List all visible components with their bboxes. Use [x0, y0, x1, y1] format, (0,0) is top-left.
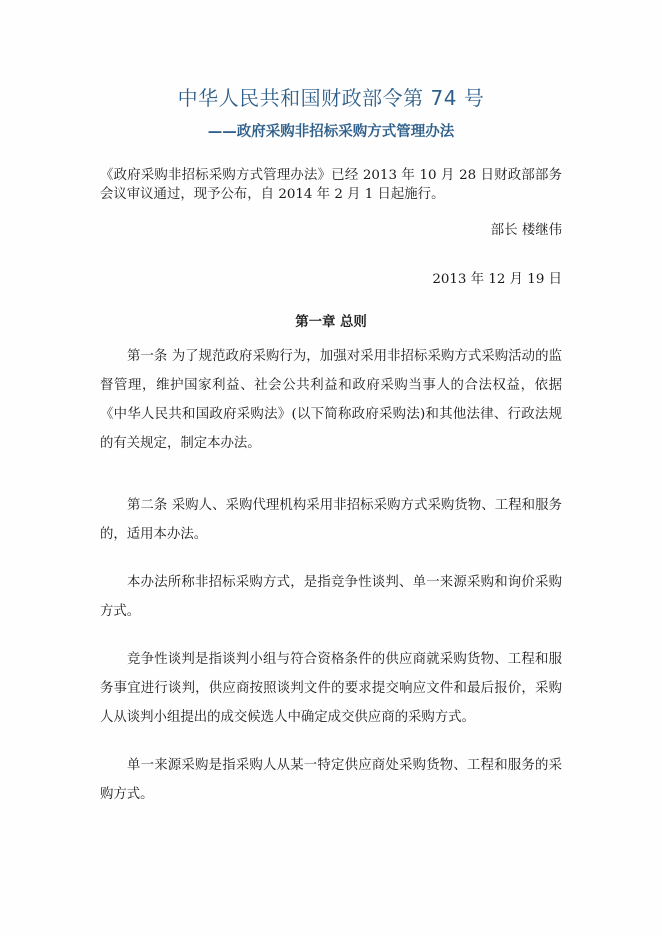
issue-date: 2013 年 12 月 19 日 [432, 272, 562, 287]
document-subtitle: ——政府采购非招标采购方式管理办法 [207, 124, 455, 140]
article-1-paragraph: 第一条 为了规范政府采购行为，加强对采用非招标采购方式采购活动的监督管理，维护国家利益、社会公共利益和政府采购当事人的合法权益，依据《中华人民共和国政府采购法》(以下简称政府采购法)和其他法律、行政法规的有关规定，制定本办法。 [100, 349, 562, 451]
chapter-heading: 第一章 总则 [295, 315, 367, 330]
signatory: 部长 楼继伟 [490, 223, 562, 238]
preamble-text: 《政府采购非招标采购方式管理办法》已经 2013 年 10 月 28 日财政部部务会议审议通过，现予公布，自 2014 年 2 月 1 日起施行。 [100, 168, 562, 202]
article-2-paragraph: 第二条 采购人、采购代理机构采用非招标采购方式采购货物、工程和服务的，适用本办法。 [100, 498, 562, 542]
non-tender-definition-paragraph: 本办法所称非招标采购方式，是指竞争性谈判、单一来源采购和询价采购方式。 [100, 575, 562, 619]
single-source-paragraph: 单一来源采购是指采购人从某一特定供应商处采购货物、工程和服务的采购方式。 [100, 758, 562, 802]
competitive-negotiation-paragraph: 竞争性谈判是指谈判小组与符合资格条件的供应商就采购货物、工程和服务事宜进行谈判，供应商按照谈判文件的要求提交响应文件和最后报价，采购人从谈判小组提出的成交候选人中确定成交供应商的采购方式。 [100, 652, 562, 725]
document-title: 中华人民共和国财政部令第 74 号 [177, 86, 485, 110]
